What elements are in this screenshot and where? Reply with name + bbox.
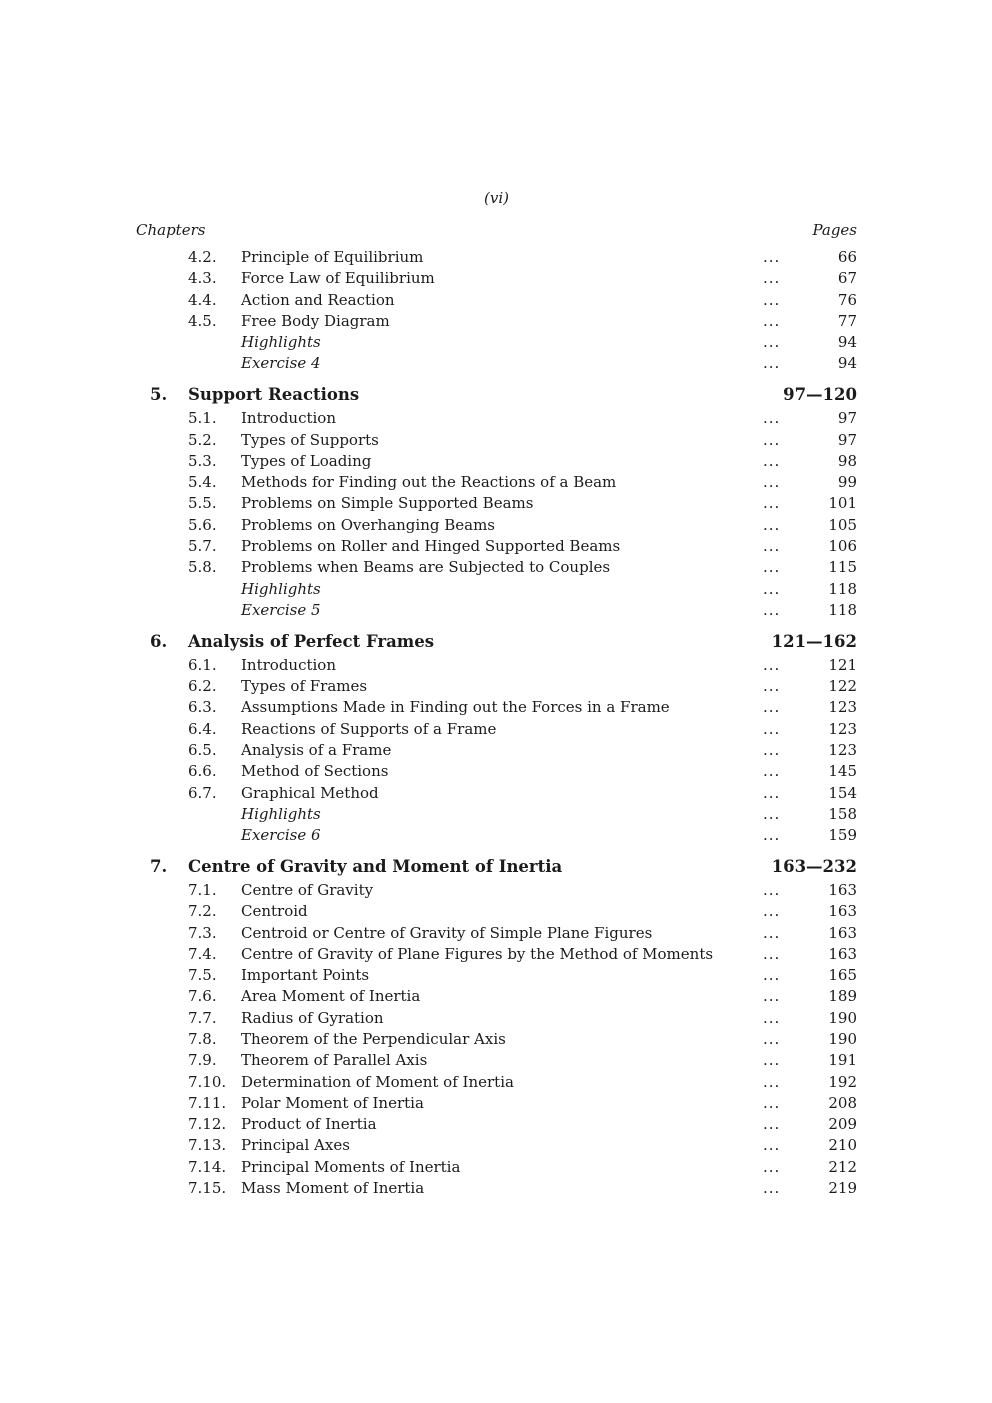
entry-title: Reactions of Supports of a Frame [241,719,497,738]
leader-dots: ... [763,655,781,674]
leader-dots: ... [763,944,781,963]
leader-dots: ... [763,987,781,1006]
toc-chapter-heading [136,382,857,408]
leader-dots: ... [763,880,781,899]
entry-number: 6.6. [188,762,217,781]
entry-page: 163 [828,923,857,942]
entry-title: Product of Inertia [241,1115,377,1134]
entry-page: 123 [828,719,857,738]
toc-entry [136,1029,857,1050]
toc-entry [136,923,857,944]
entry-number: 6.3. [188,698,217,717]
entry-title: Polar Moment of Inertia [241,1093,424,1112]
entry-title: Highlights [241,804,321,823]
entry-title: Types of Frames [241,677,368,696]
toc-entry [136,353,857,374]
entry-page: 97 [837,409,857,428]
entry-page: 123 [828,740,857,759]
entry-title: Problems on Overhanging Beams [241,515,495,534]
entry-page: 97 [837,430,857,449]
entry-title: Problems on Roller and Hinged Supported Beams [241,537,621,556]
toc-entry [136,1114,857,1135]
entry-page: 158 [828,804,857,823]
leader-dots: ... [763,430,781,449]
entry-page: 105 [828,515,857,534]
toc-entry [136,472,857,493]
leader-dots: ... [763,1030,781,1048]
leader-dots: ... [763,269,781,288]
entry-title: Theorem of the Perpendicular Axis [241,1030,506,1048]
entry-number: 7.2. [188,902,217,921]
entry-page: 98 [837,451,857,470]
toc-entry [136,451,857,472]
entry-page: 212 [828,1157,857,1176]
entry-page: 66 [837,248,857,266]
entry-number: 7.10. [188,1072,227,1091]
leader-dots: ... [763,473,781,492]
entry-title: Introduction [241,409,336,428]
toc-entry [136,408,857,429]
leader-dots: ... [763,719,781,738]
entry-number: 7.8. [188,1030,217,1048]
entry-number: 5.3. [188,451,217,470]
toc-entry [136,1093,857,1114]
leader-dots: ... [763,600,781,619]
entry-number: 7.5. [188,966,217,985]
leader-dots: ... [763,1093,781,1112]
toc-entry [136,493,857,514]
leader-dots: ... [763,783,781,802]
entry-title: Problems when Beams are Subjected to Couples [241,558,611,577]
pages-column-header: Pages [812,221,857,239]
entry-page: 210 [828,1136,857,1155]
toc-entry [136,804,857,825]
entry-page: 122 [828,677,857,696]
entry-title: Action and Reaction [241,290,395,309]
leader-dots: ... [763,354,781,373]
leader-dots: ... [763,826,781,845]
chapter-number: 7. [150,856,168,876]
entry-page: 101 [828,494,857,513]
entry-title: Problems on Simple Supported Beams [241,494,534,513]
entry-number: 7.9. [188,1051,217,1070]
entry-title: Mass Moment of Inertia [241,1179,425,1198]
entry-number: 5.5. [188,494,217,513]
toc-chapter-heading [136,629,857,655]
entry-page: 165 [828,966,857,985]
entry-title: Exercise 6 [241,826,321,845]
toc-entry [136,676,857,697]
entry-page: 99 [837,473,857,492]
entry-title: Radius of Gyration [241,1008,384,1027]
entry-number: 6.1. [188,655,217,674]
entry-page: 163 [828,880,857,899]
leader-dots: ... [763,248,781,266]
entry-page: 67 [837,269,857,288]
leader-dots: ... [763,698,781,717]
entry-page: 190 [828,1008,857,1027]
toc-entry [136,901,857,922]
page-content [136,188,857,1199]
entry-page: 163 [828,944,857,963]
entry-title: Centre of Gravity [241,880,374,899]
toc-entry [136,655,857,676]
entry-number: 5.1. [188,409,217,428]
entry-title: Centre of Gravity of Plane Figures by the Method of Moments [241,944,714,963]
entry-page: 208 [828,1093,857,1112]
toc-entry [136,290,857,311]
toc-entry [136,579,857,600]
entry-title: Centroid [241,902,308,921]
entry-title: Theorem of Parallel Axis [241,1051,428,1070]
entry-page: 123 [828,698,857,717]
toc-entry [136,880,857,901]
toc-entry [136,761,857,782]
entry-page: 94 [837,354,857,373]
toc-entry [136,783,857,804]
entry-title: Determination of Moment of Inertia [241,1072,514,1091]
entry-number: 7.1. [188,880,217,899]
leader-dots: ... [763,579,781,598]
entry-number: 5.4. [188,473,217,492]
leader-dots: ... [763,451,781,470]
entry-title: Highlights [241,579,321,598]
entry-title: Exercise 5 [241,600,321,619]
leader-dots: ... [763,1179,781,1198]
entry-title: Principal Moments of Inertia [241,1157,461,1176]
chapter-title: Support Reactions [188,385,360,405]
entry-page: 189 [828,987,857,1006]
entry-title: Types of Supports [241,430,379,449]
toc-entry [136,311,857,332]
toc-entry [136,986,857,1007]
entry-page: 154 [828,783,857,802]
leader-dots: ... [763,494,781,513]
entry-title: Exercise 4 [241,354,321,373]
entry-number: 7.3. [188,923,217,942]
leader-dots: ... [763,1051,781,1070]
entry-title: Principle of Equilibrium [241,248,424,266]
entry-page: 159 [828,826,857,845]
chapter-page-range: 121—162 [771,631,857,651]
entry-title: Highlights [241,333,321,352]
entry-page: 209 [828,1115,857,1134]
entry-title: Types of Loading [241,451,372,470]
entry-number: 7.12. [188,1115,227,1134]
toc-entry [136,557,857,578]
toc-entry [136,965,857,986]
entry-number: 7.14. [188,1157,227,1176]
chapter-title: Analysis of Perfect Frames [188,631,435,651]
toc-chapter-heading [136,854,857,880]
entry-page: 145 [828,762,857,781]
chapters-column-header: Chapters [136,221,206,239]
leader-dots: ... [763,902,781,921]
entry-page: 118 [828,579,857,598]
entry-title: Principal Axes [241,1136,350,1155]
toc-entry [136,697,857,718]
toc-entry [136,719,857,740]
entry-title: Important Points [241,966,370,985]
entry-number: 4.4. [188,290,217,309]
chapter-number: 6. [150,631,168,651]
entry-number: 5.2. [188,430,217,449]
leader-dots: ... [763,1115,781,1134]
entry-number: 7.7. [188,1008,217,1027]
toc-entry [136,536,857,557]
toc-entry [136,247,857,268]
entry-title: Introduction [241,655,336,674]
leader-dots: ... [763,537,781,556]
leader-dots: ... [763,1136,781,1155]
leader-dots: ... [763,515,781,534]
toc-entry [136,1135,857,1156]
leader-dots: ... [763,409,781,428]
leader-dots: ... [763,1157,781,1176]
entry-title: Area Moment of Inertia [241,987,421,1006]
toc-entry [136,332,857,353]
column-headers [136,220,857,241]
entry-title: Centroid or Centre of Gravity of Simple Plane Figures [241,923,653,942]
toc-entry [136,825,857,846]
chapter-page-range: 97—120 [783,385,857,405]
leader-dots: ... [763,740,781,759]
toc-entry [136,430,857,451]
leader-dots: ... [763,290,781,309]
entry-number: 4.3. [188,269,217,288]
leader-dots: ... [763,677,781,696]
entry-title: Method of Sections [241,762,389,781]
entry-page: 121 [828,655,857,674]
entry-title: Free Body Diagram [241,311,390,330]
entry-page: 163 [828,902,857,921]
entry-number: 7.4. [188,944,217,963]
entry-page: 191 [828,1051,857,1070]
entry-page: 76 [837,290,857,309]
entry-page: 77 [837,311,857,330]
chapter-title: Centre of Gravity and Moment of Inertia [188,856,563,876]
entry-title: Assumptions Made in Finding out the Forces in a Frame [241,698,670,717]
entry-number: 5.6. [188,515,217,534]
entry-number: 7.13. [188,1136,227,1155]
entry-page: 190 [828,1030,857,1048]
entry-number: 6.7. [188,783,217,802]
entry-number: 6.4. [188,719,217,738]
chapter-number: 5. [150,385,168,405]
leader-dots: ... [763,558,781,577]
toc-entry [136,268,857,289]
entry-page: 118 [828,600,857,619]
leader-dots: ... [763,762,781,781]
toc-entry [136,1157,857,1178]
chapter-page-range: 163—232 [771,856,857,876]
entry-page: 192 [828,1072,857,1091]
entry-title: Analysis of a Frame [241,740,392,759]
entry-title: Force Law of Equilibrium [241,269,435,288]
leader-dots: ... [763,966,781,985]
entry-number: 4.5. [188,311,217,330]
page-folio: (vi) [484,189,509,207]
toc-entry [136,600,857,621]
leader-dots: ... [763,804,781,823]
leader-dots: ... [763,1072,781,1091]
entry-title: Methods for Finding out the Reactions of a Beam [241,473,617,492]
entry-title: Graphical Method [241,783,379,802]
leader-dots: ... [763,333,781,352]
entry-number: 7.15. [188,1179,227,1198]
entry-number: 6.2. [188,677,217,696]
toc [136,247,857,1199]
entry-number: 4.2. [188,248,217,266]
entry-page: 115 [828,558,857,577]
toc-entry [136,944,857,965]
leader-dots: ... [763,311,781,330]
entry-number: 5.7. [188,537,217,556]
entry-page: 106 [828,537,857,556]
toc-entry [136,740,857,761]
toc-entry [136,1072,857,1093]
toc-entry [136,515,857,536]
entry-number: 7.6. [188,987,217,1006]
toc-entry [136,1050,857,1071]
entry-page: 94 [837,333,857,352]
leader-dots: ... [763,1008,781,1027]
toc-entry [136,1178,857,1199]
entry-number: 6.5. [188,740,217,759]
entry-page: 219 [828,1179,857,1198]
entry-number: 7.11. [188,1093,227,1112]
leader-dots: ... [763,923,781,942]
entry-number: 5.8. [188,558,217,577]
toc-entry [136,1008,857,1029]
